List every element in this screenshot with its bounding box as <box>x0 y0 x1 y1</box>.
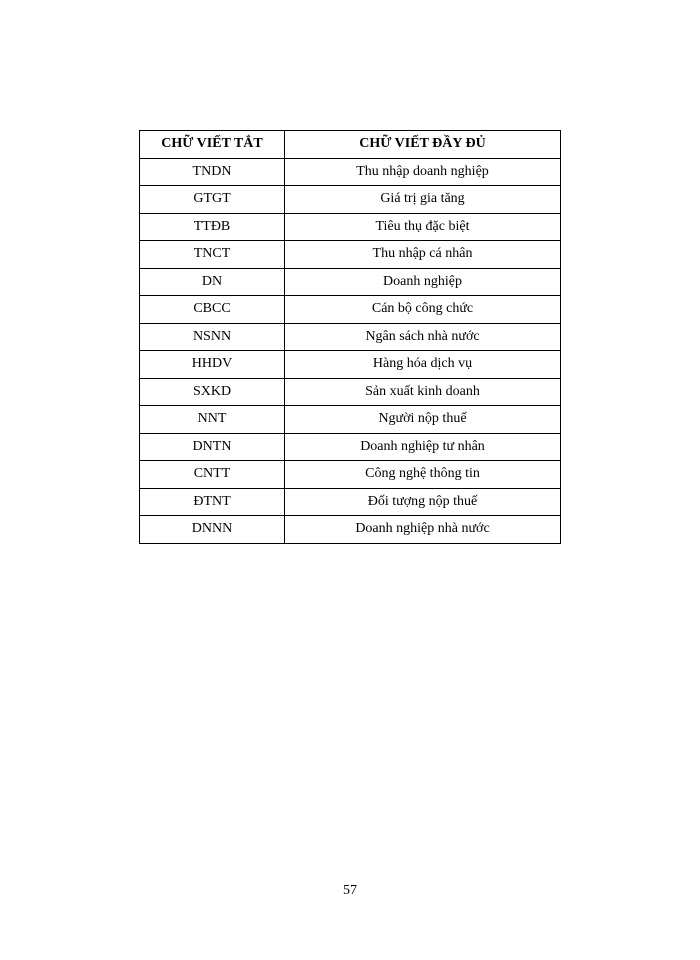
abbreviation-cell: CBCC <box>140 296 285 324</box>
full-term-cell: Sản xuất kinh doanh <box>285 378 561 406</box>
abbreviation-cell: TNDN <box>140 158 285 186</box>
table-body <box>140 158 561 543</box>
abbreviation-cell: NSNN <box>140 323 285 351</box>
abbreviation-cell: HHDV <box>140 351 285 379</box>
table-row <box>140 213 561 241</box>
table-row <box>140 296 561 324</box>
table-row <box>140 186 561 214</box>
table-row <box>140 433 561 461</box>
full-term-cell: Đối tượng nộp thuế <box>285 488 561 516</box>
abbreviation-cell: TTĐB <box>140 213 285 241</box>
abbreviation-cell: SXKD <box>140 378 285 406</box>
abbreviation-cell: NNT <box>140 406 285 434</box>
header-row <box>140 131 561 159</box>
header-abbreviation: CHỮ VIẾT TẮT <box>140 131 285 159</box>
page-number: 57 <box>343 883 357 898</box>
table-row <box>140 351 561 379</box>
table-header <box>140 131 561 159</box>
table-row <box>140 378 561 406</box>
table-row <box>140 241 561 269</box>
abbreviation-cell: TNCT <box>140 241 285 269</box>
table-row <box>140 268 561 296</box>
table-row <box>140 461 561 489</box>
full-term-cell: Thu nhập cá nhân <box>285 241 561 269</box>
full-term-cell: Hàng hóa dịch vụ <box>285 351 561 379</box>
abbreviation-cell: CNTT <box>140 461 285 489</box>
header-full-term: CHỮ VIẾT ĐẦY ĐỦ <box>285 131 561 159</box>
abbreviation-cell: DNTN <box>140 433 285 461</box>
abbreviation-cell: GTGT <box>140 186 285 214</box>
full-term-cell: Người nộp thuế <box>285 406 561 434</box>
full-term-cell: Doanh nghiệp <box>285 268 561 296</box>
full-term-cell: Thu nhập doanh nghiệp <box>285 158 561 186</box>
full-term-cell: Công nghệ thông tin <box>285 461 561 489</box>
full-term-cell: Ngân sách nhà nước <box>285 323 561 351</box>
full-term-cell: Doanh nghiệp nhà nước <box>285 516 561 544</box>
table-row <box>140 406 561 434</box>
full-term-cell: Tiêu thụ đặc biệt <box>285 213 561 241</box>
full-term-cell: Cán bộ công chức <box>285 296 561 324</box>
abbreviation-cell: DNNN <box>140 516 285 544</box>
abbreviation-table <box>139 130 561 544</box>
full-term-cell: Giá trị gia tăng <box>285 186 561 214</box>
table-row <box>140 516 561 544</box>
table-row <box>140 323 561 351</box>
full-term-cell: Doanh nghiệp tư nhân <box>285 433 561 461</box>
abbreviation-cell: DN <box>140 268 285 296</box>
table-row <box>140 488 561 516</box>
table-row <box>140 158 561 186</box>
abbreviation-cell: ĐTNT <box>140 488 285 516</box>
